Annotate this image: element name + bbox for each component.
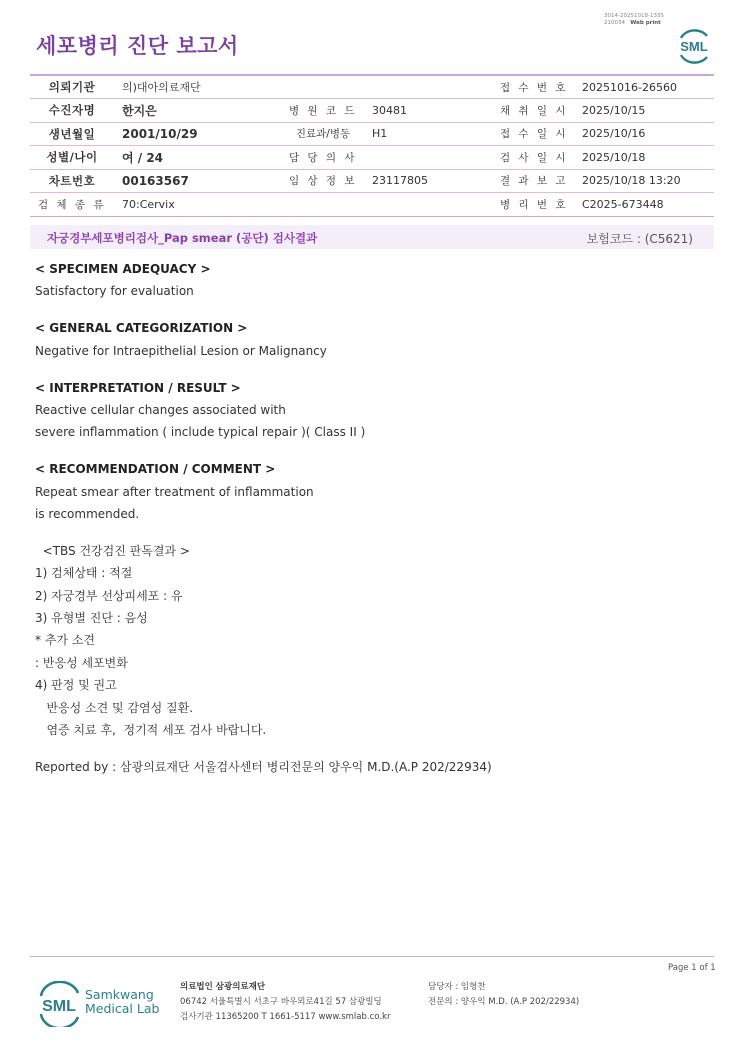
org-contact: 검사기관 11365200 T 1661-5117 www.smlab.co.kr (180, 1012, 391, 1022)
label-result-report: 결 과 보 고 (494, 169, 574, 193)
value-collection-date: 2025/10/15 (574, 99, 714, 123)
reported-by: Reported by : 삼광의료재단 서울검사센터 병리전문의 양우익 M.D.(A.P 202/22934) (35, 759, 492, 774)
label-clinical-info: 임 상 정 보 (282, 169, 364, 193)
value-received-date: 2025/10/16 (574, 122, 714, 146)
label-birth-date: 생년월일 (30, 122, 114, 146)
patient-info-table (30, 74, 714, 217)
footer-staff (428, 980, 579, 1010)
value-requesting-institution: 의)대아의료재단 (114, 75, 494, 99)
brand-line: Medical Lab (85, 1001, 160, 1016)
tbs-item: 1) 검체상태 : 적절 (35, 566, 133, 581)
footer-divider (30, 956, 714, 957)
value-accession-number: 20251016-26560 (574, 75, 714, 99)
recommendation-line: Repeat smear after treatment of inflammation (35, 484, 314, 499)
label-test-date: 검 사 일 시 (494, 146, 574, 170)
label-department-ward: 진료과/병동 (282, 122, 364, 146)
tbs-heading: <TBS 건강검진 판독결과 > (35, 543, 190, 558)
web-print-code (604, 13, 664, 27)
table-row (30, 75, 714, 99)
interpretation-heading: < INTERPRETATION / RESULT > (35, 380, 241, 395)
tbs-extra-value: : 반응성 세포변화 (35, 655, 128, 670)
org-name: 의료법인 삼광의료재단 (180, 982, 266, 992)
recommendation-heading: < RECOMMENDATION / COMMENT > (35, 462, 276, 477)
page-number: Page 1 of 1 (668, 963, 716, 973)
label-chart-number: 차트번호 (30, 169, 114, 193)
label-sex-age: 성별/나이 (30, 146, 114, 170)
table-row (30, 193, 714, 217)
result-section-title: 자궁경부세포병리검사_Pap smear (공단) 검사결과 (47, 231, 318, 245)
label-accession-number: 접 수 번 호 (494, 75, 574, 99)
general-categorization-heading: < GENERAL CATEGORIZATION > (35, 321, 248, 336)
value-result-report: 2025/10/18 13:20 (574, 169, 714, 193)
footer-logo-text: SML (42, 998, 76, 1015)
label-hospital-code: 병 원 코 드 (282, 99, 364, 123)
interpretation-line: Reactive cellular changes associated with (35, 402, 286, 417)
general-categorization-text: Negative for Intraepithelial Lesion or Malignancy (35, 343, 327, 358)
tbs-item: 2) 자궁경부 선상피세포 : 유 (35, 588, 183, 603)
tbs-item: 4) 판정 및 권고 (35, 678, 117, 693)
table-row (30, 122, 714, 146)
sml-logo-icon (675, 26, 713, 64)
value-department-ward: H1 (364, 122, 494, 146)
value-hospital-code: 30481 (364, 99, 494, 123)
brand-line: Samkwang (85, 987, 154, 1002)
value-sex-age: 여 / 24 (114, 146, 282, 170)
interpretation-line: severe inflammation ( include typical repair )( Class II ) (35, 425, 366, 440)
print-code-line1: 3014-20251018-1335 (604, 13, 664, 19)
specimen-adequacy-text: Satisfactory for evaluation (35, 284, 194, 299)
table-row (30, 146, 714, 170)
result-section-header (30, 225, 714, 249)
label-physician: 담 당 의 사 (282, 146, 364, 170)
staff-manager: 담당자 : 임형찬 (428, 982, 486, 992)
print-code-line2: 210034 (604, 20, 625, 26)
label-received-date: 접 수 일 시 (494, 122, 574, 146)
value-clinical-info: 23117805 (364, 169, 494, 193)
value-pathology-number: C2025-673448 (574, 193, 714, 217)
label-collection-date: 채 취 일 시 (494, 99, 574, 123)
value-patient-name: 한지은 (114, 99, 282, 123)
value-test-date: 2025/10/18 (574, 146, 714, 170)
table-row (30, 99, 714, 123)
recommendation-line: is recommended. (35, 507, 140, 522)
value-specimen-type: 70:Cervix (114, 193, 494, 217)
specimen-adequacy-heading: < SPECIMEN ADEQUACY > (35, 262, 211, 276)
value-chart-number: 00163567 (114, 169, 282, 193)
footer-organization (180, 980, 390, 1025)
footer-brand (85, 988, 159, 1016)
label-pathology-number: 병 리 번 호 (494, 193, 574, 217)
insurance-code: 보험코드 : (C5621) (586, 232, 693, 246)
samkwang-logo-icon (36, 981, 84, 1027)
label-patient-name: 수진자명 (30, 99, 114, 123)
tbs-item-detail: 반응성 소견 및 감염성 질환. (35, 700, 194, 715)
value-birth-date: 2001/10/29 (114, 122, 282, 146)
tbs-item: 3) 유형별 진단 : 음성 (35, 611, 148, 626)
label-requesting-institution: 의뢰기관 (30, 75, 114, 99)
logo-top-text: SML (680, 39, 708, 54)
org-address: 06742 서울특별시 서초구 바우뫼로41길 57 삼광빌딩 (180, 997, 382, 1007)
label-specimen-type: 검 체 종 류 (30, 193, 114, 217)
page-title: 세포병리 진단 보고서 (36, 34, 239, 58)
print-label: Web print (630, 20, 661, 26)
value-physician (364, 146, 494, 170)
tbs-extra-label: * 추가 소견 (35, 633, 95, 648)
report-body (35, 262, 492, 782)
staff-specialist: 전문의 : 양우익 M.D. (A.P 202/22934) (428, 997, 580, 1007)
tbs-item-detail: 염증 치료 후, 정기적 세포 검사 바랍니다. (35, 723, 267, 738)
table-row (30, 169, 714, 193)
